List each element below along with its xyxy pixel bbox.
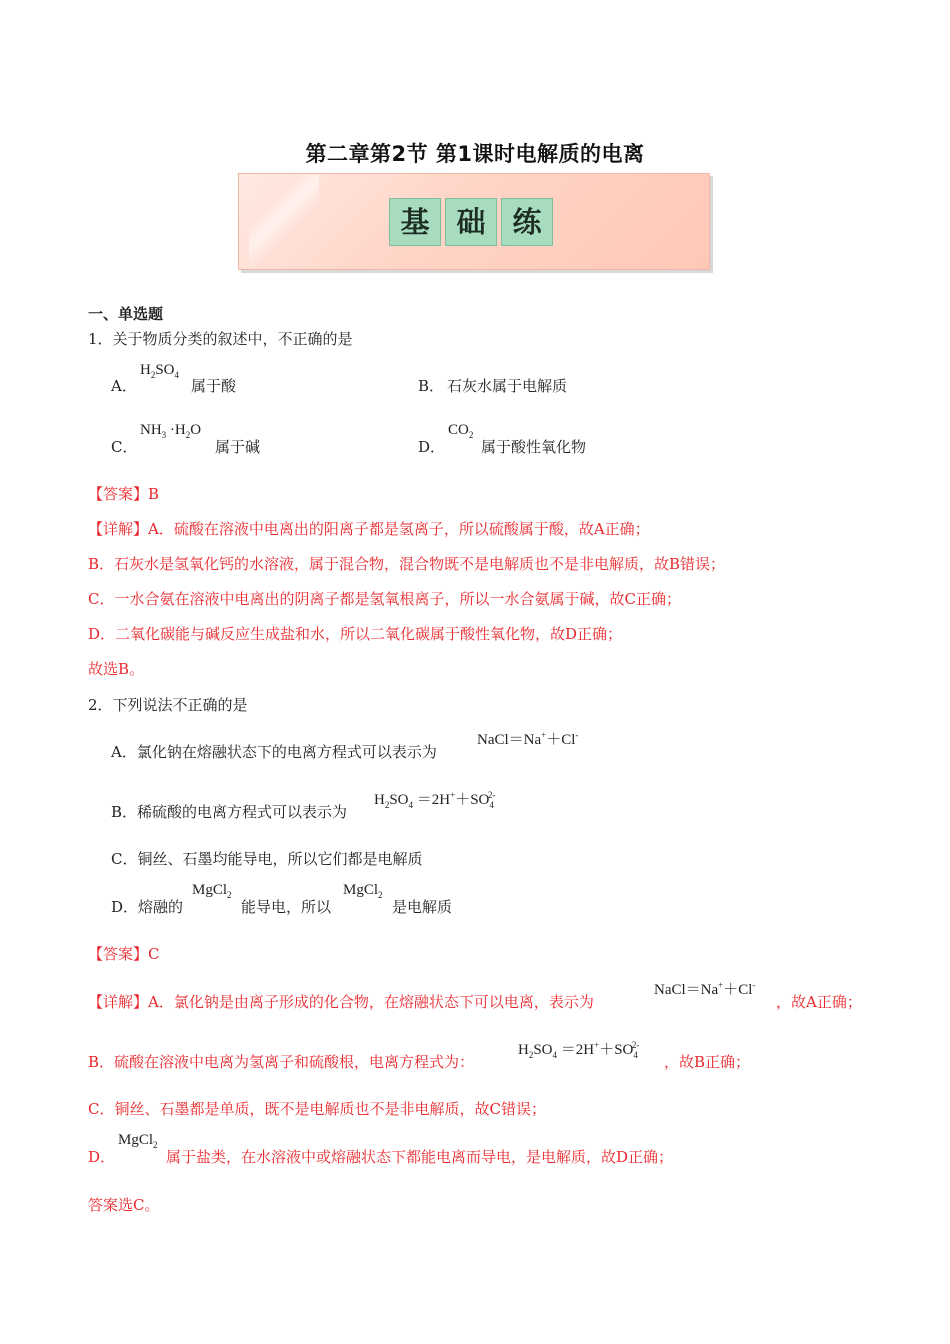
q2-option-b-formula: $H_2SO_4 =2H^++SO_4^{2-}$ bbox=[374, 790, 496, 810]
question-2-stem: 2．下列说法不正确的是 bbox=[88, 696, 248, 714]
q2-detail-d-formula: MgCl$_2$ bbox=[118, 1132, 158, 1150]
q2-option-d-formula-2: MgCl$_2$ bbox=[343, 882, 383, 900]
q1-detail-line-2: B．石灰水是氢氧化钙的水溶液，属于混合物，混合物既不是电解质也不是非电解质，故B错误； bbox=[88, 555, 726, 573]
q2-option-d-text-2: 能导电，所以 bbox=[241, 898, 332, 916]
q2-option-d-formula-1: MgCl$_2$ bbox=[192, 882, 232, 900]
q1-option-b-letter: B． bbox=[418, 377, 445, 395]
q1-detail-line-1: 【详解】A．硫酸在溶液中电离出的阳离子都是氢离子，所以硫酸属于酸，故A正确； bbox=[88, 520, 650, 538]
q2-detail-b-end: ，故B正确； bbox=[664, 1053, 751, 1071]
q1-answer: 【答案】B bbox=[88, 485, 160, 503]
question-1-stem: 1．关于物质分类的叙述中，不正确的是 bbox=[88, 330, 353, 348]
q2-detail-a-formula: NaCl＝Na+＋Cl- bbox=[654, 980, 756, 998]
q2-option-a-formula: NaCl＝Na+＋Cl- bbox=[477, 730, 579, 748]
q2-detail-d-text: 属于盐类，在水溶液中或熔融状态下都能电离而导电，是电解质，故D正确； bbox=[166, 1148, 674, 1166]
q2-answer: 【答案】C bbox=[88, 945, 160, 963]
q2-option-c-text: C．铜丝、石墨均能导电，所以它们都是电解质 bbox=[111, 850, 423, 868]
q2-option-d-text-3: 是电解质 bbox=[392, 898, 453, 916]
q2-detail-b: B．硫酸在溶液中电离为氢离子和硫酸根，电离方程式为： bbox=[88, 1053, 475, 1071]
banner-char-1: 基 bbox=[389, 198, 441, 246]
q2-option-b-text: B．稀硫酸的电离方程式可以表示为 bbox=[111, 803, 348, 821]
q1-option-d-formula: $CO_2$ bbox=[448, 422, 474, 440]
q1-option-c-letter: C． bbox=[111, 438, 138, 456]
q2-option-a-text: A．氯化钠在熔融状态下的电离方程式可以表示为 bbox=[111, 743, 437, 761]
q1-option-a-letter: A． bbox=[111, 377, 137, 395]
q2-detail-d-letter: D． bbox=[88, 1148, 116, 1166]
q1-option-b-text: 石灰水属于电解质 bbox=[447, 377, 568, 395]
q1-option-d-text: 属于酸性氧化物 bbox=[481, 438, 587, 456]
banner-char-2: 础 bbox=[445, 198, 497, 246]
q1-option-a-text: 属于酸 bbox=[191, 377, 237, 395]
page-title: 第二章第2节 第1课时电解质的电离 bbox=[305, 142, 645, 166]
q1-option-d-letter: D． bbox=[418, 438, 446, 456]
q2-detail-a: 【详解】A．氯化钠是由离子形成的化合物，在熔融状态下可以电离，表示为 bbox=[88, 993, 594, 1011]
q2-conclusion: 答案选C。 bbox=[88, 1196, 160, 1214]
q1-option-c-formula: $NH_3 \cdot H_2O$ bbox=[140, 422, 202, 440]
q1-detail-line-4: D．二氧化碳能与碱反应生成盐和水，所以二氧化碳属于酸性氧化物，故D正确； bbox=[88, 625, 623, 643]
q1-detail-line-3: C．一水合氨在溶液中电离出的阴离子都是氢氧根离子，所以一水合氨属于碱，故C正确； bbox=[88, 590, 681, 608]
section-banner bbox=[238, 173, 710, 270]
q2-detail-a-end: ，故A正确； bbox=[776, 993, 862, 1011]
q2-detail-b-formula: $H_2SO_4 =2H^++SO_4^{2-}$ bbox=[518, 1040, 640, 1060]
q1-option-c-text: 属于碱 bbox=[215, 438, 261, 456]
section-heading: 一、单选题 bbox=[88, 305, 164, 323]
q2-option-d-text-1: D．熔融的 bbox=[111, 898, 184, 916]
q1-option-a-formula: $H_2SO_4$ bbox=[140, 362, 180, 380]
q1-conclusion: 故选B。 bbox=[88, 660, 145, 678]
q2-detail-c: C．铜丝、石墨都是单质，既不是电解质也不是非电解质，故C错误； bbox=[88, 1100, 546, 1118]
banner-decoration bbox=[249, 174, 319, 269]
banner-char-3: 练 bbox=[501, 198, 553, 246]
